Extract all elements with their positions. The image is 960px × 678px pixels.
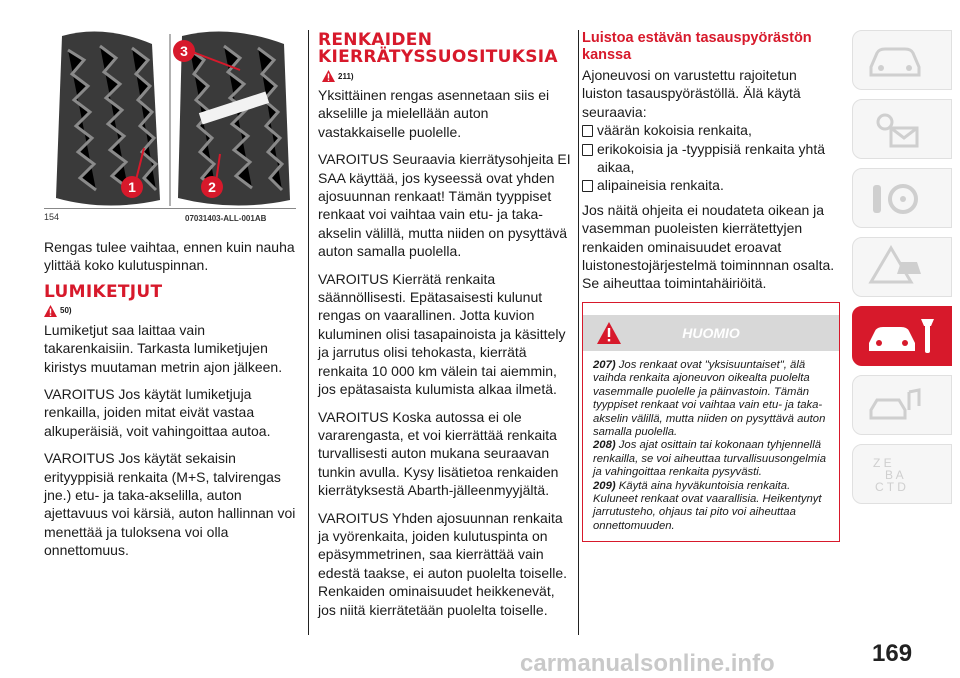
callout-2 [201,176,223,198]
warning-triangle-icon [322,70,335,82]
figure-number: 154 [44,212,60,222]
paragraph: Ajoneuvosi on varustettu rajoitetun luiston tasauspyörästöllä. Älä käytä seuraavia: [582,67,801,120]
note-item: 208) Jos ajat osittain tai kokonaan tyhjennellä renkailla, se voi aiheuttaa turvallisuusongelmia ja vahingoittaa renkaita pysyvästi. [593,439,826,479]
caution-header [583,315,839,351]
subsection-heading: Luistoa estävän tasauspyörästön kanssa [582,30,812,63]
paragraph: VAROITUS Jos käytät lumiketjuja renkailla, joiden mitat eivät vastaa alkuperäisiä, voit vahingoittaa autoa. [44,386,271,439]
tab-maintenance[interactable] [852,306,952,366]
callout-3 [173,40,195,62]
tab-warning-lights[interactable] [852,99,952,159]
caution-title: HUOMIO [682,324,740,341]
watermark: carmanualsonline.info [520,650,775,677]
intro-text: Rengas tulee vaihtaa, ennen kuin nauha ylittää koko kulutuspinnan. [44,239,295,274]
svg-text:1: 1 [128,179,136,195]
paragraph: VAROITUS Koska autossa ei ole vararengasta, et voi kierrättää renkaita turvallisesti auton mukana seuraavan tunkin avulla. Kysy lisätietoa renkaiden kierrätyksestä Abarth-jälleenmyyjältä. [318,408,559,499]
car-wrench-icon [865,313,945,359]
checkbox-bullet-icon [582,180,593,192]
paragraph: Yksittäinen rengas asennetaan siis ei akselille ja mielellään auton vastakkaiselle puolelle. [318,87,550,140]
caution-box [582,302,840,542]
warning-ref: 211) [322,70,572,82]
hazard-road-icon [865,244,925,288]
warning-triangle-icon [44,305,57,317]
svg-text:C T D: C T D [875,480,906,494]
tab-car-overview[interactable] [852,30,952,90]
column-divider [578,30,579,635]
paragraph: Lumiketjut saa laittaa vain takarenkaisiin. Tarkasta lumiketjujen kiristys muutaman metrin ajon jälkeen. [44,321,283,375]
figure-rule [44,208,296,209]
callout-1 [121,176,143,198]
svg-text:3: 3 [180,43,188,59]
column-3 [582,30,840,542]
seat-steering-icon [865,175,925,219]
chapter-tabs [852,30,952,513]
list-item: erikokoisia ja -tyyppisiä renkaita yhtä aikaa, [582,140,840,177]
alphabet-index-icon [865,451,925,495]
list-item: väärän kokoisia renkaita, [582,121,840,139]
car-media-icon [865,382,925,426]
warning-lights-icon [865,106,925,150]
tab-multimedia[interactable] [852,375,952,435]
paragraph: VAROITUS Seuraavia kierrätysohjeita EI SAA käyttää, jos kyseessä ovat yhden ajosuunnan renkaat! Tämän tyyppiset renkaat voi vaihtaa vain etu- ja taka-akselin välillä, mutta niiden on pysyttävä auton samalla puolella. [318,151,571,260]
page-number: 169 [872,640,913,667]
paragraph: VAROITUS Kierrätä renkaita säännöllisesti. Epätasaisesti kulunut rengas on vaarallinen. Jotta kuvion kuluminen olisi tasapainoista ja käsittely ja jarrutus olisi tehokasta, kierrätä renkaita 10 000 km välein tai aiemmin, jos epätasaista kulumista alkaa ilmetä. [318,270,566,398]
section-heading-snow-chains: LUMIKETJUT [44,281,163,302]
figure-code: 07031403-ALL-001AB [185,214,267,223]
car-outline-icon [865,37,925,81]
checkbox-bullet-icon [582,144,593,156]
column-1 [44,238,296,569]
column-2 [318,30,572,628]
list-item: alipaineisia renkaita. [582,176,840,194]
tire-wear-figure [44,30,296,208]
section-heading-line1: RENKAIDEN [318,30,433,50]
paragraph: VAROITUS Jos käytät sekaisin erityyppisiä renkaita (M+S, talvirengas jne.) etu- ja taka-akselilla, auton ajettavuus voi kärsiä, auton hallinnan voi menettää ja tuloksena voi olla onnettomuus. [44,450,296,559]
note-item: 209) Käytä aina hyväkuntoisia renkaita. Kuluneet renkaat ovat vaarallisia. Heikentynyt jarrutusteho, ohjaus tai pito voi aiheuttaa onnettomuuden. [593,479,822,532]
tab-index[interactable] [852,444,952,504]
caution-body [583,359,839,541]
tab-seat-steering[interactable] [852,168,952,228]
svg-text:Z E: Z E [873,456,892,470]
tab-emergency[interactable] [852,237,952,297]
column-divider [308,30,309,635]
svg-text:B A: B A [885,468,904,482]
checkbox-bullet-icon [582,125,593,137]
warning-ref: 50) [44,305,296,317]
svg-text:2: 2 [208,179,216,195]
note-item: 207) Jos renkaat ovat "yksisuuntaiset", älä vaihda renkaita ajoneuvon oikealta puolelta vasemmalle puolelle ja päinvastoin. Tämän tyyppiset renkaat voi vaihtaa vain etu- ja taka-akselin välillä, mutta niiden on pysyttävä auton samalla puolella. [593,358,826,438]
paragraph: Jos näitä ohjeita ei noudateta oikean ja vasemman puoleisten kierrätettyjen renkaiden ominaisuudet eroavat luistonestojärjestelmä toiminnnan osalta. Se aiheuttaa toimintahäiriöitä. [582,201,835,292]
section-heading-line2: KIERRÄTYSSUOSITUKSIA [318,47,558,67]
paragraph: VAROITUS Yhden ajosuunnan renkaita ja vyörenkaita, joiden kulutuspinta on epäsymmetrinen, saa kierrättää vain edestä taakse, ei auton puolelta toiselle. Renkaiden ominaisuudet heikkenevät, jos niitä kierrätetään puolelta toiselle. [318,509,568,618]
